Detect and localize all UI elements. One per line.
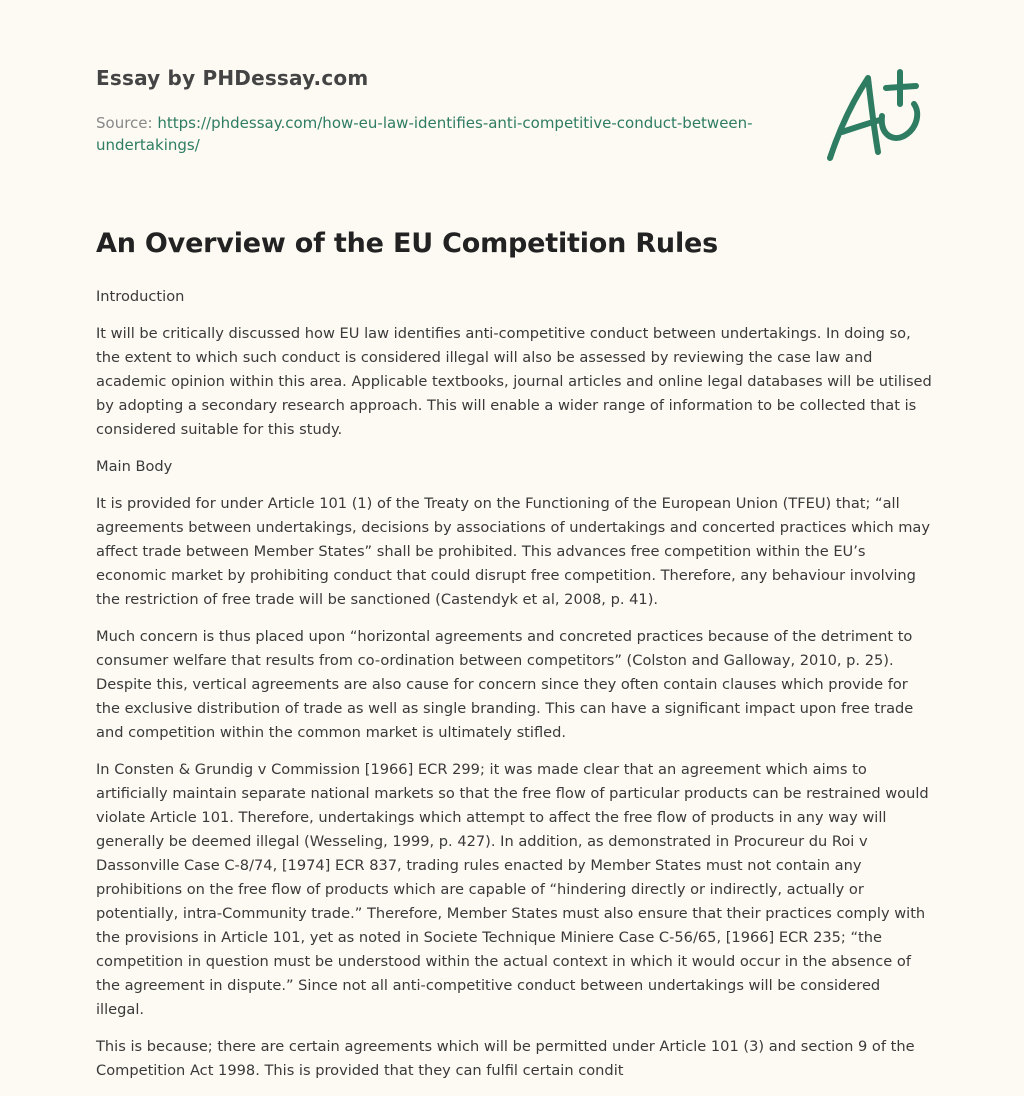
paragraph: In Consten & Grundig v Commission [1966] ECR 299; it was made clear that an agreement which aims to artificially maintain separate national markets so that the free flow of particular products can be restrained would violate Article 101. Therefore, undertakings which attempt to affect the free flow of products in any way will generally be deemed illegal (Wesseling, 1999, p. 427). In addition, as demonstrated in Procureur du Roi v Dassonville Case C-8/74, [1974] ECR 837, trading rules enacted by Member States must not contain any prohibitions on the free flow of products which are capable of “hindering directly or indirectly, actually or potentially, intra-Community trade.” Therefore, Member States must also ensure that their practices comply with the provisions in Article 101, yet as noted in Societe Technique Miniere Case C-56/65, [1966] ECR 235; “the competition in question must be understood within the actual context in which it would occur in the absence of the agreement in dispute.” Since not all anti-competitive conduct between undertakings will be considered illegal.	[96, 761, 929, 1018]
site-brand: Essay by PHDessay.com	[96, 66, 369, 90]
source-line	[96, 112, 776, 156]
paragraph: Much concern is thus placed upon “horizontal agreements and concreted practices because of the detriment to consumer welfare that results from co-ordination between competitors” (Colston and Galloway, 2010, p. 25). Despite this, vertical agreements are also cause for concern since they often contain clauses which provide for the exclusive distribution of trade as well as single branding. This can have a significant impact upon free trade and competition within the common market is ultimately stifled.	[96, 628, 914, 741]
article-body	[96, 285, 932, 1096]
source-label: Source:	[96, 114, 158, 132]
source-link[interactable]: https://phdessay.com/how-eu-law-identifies-anti-competitive-conduct-between-undertakings/	[96, 114, 753, 154]
article-title: An Overview of the EU Competition Rules	[96, 228, 718, 259]
paragraph: It is provided for under Article 101 (1) of the Treaty on the Functioning of the European Union (TFEU) that; “all agreements between undertakings, decisions by associations of undertakings and concerted practices which may affect trade between Member States” shall be prohibited. This advances free competition within the EU’s economic market by prohibiting conduct that could disrupt free competition. Therefore, any behaviour involving the restriction of free trade will be sanctioned (Castendyk et al, 2008, p. 41).	[96, 495, 931, 608]
paragraph: This is because; there are certain agreements which will be permitted under Article 101 (3) and section 9 of the Competition Act 1998. This is provided that they can fulfil certain condit	[96, 1038, 915, 1079]
section-heading-main-body: Main Body	[96, 458, 173, 475]
paragraph: It will be critically discussed how EU law identifies anti-competitive conduct between undertakings. In doing so, the extent to which such conduct is considered illegal will also be assessed by reviewing the case law and academic opinion within this area. Applicable textbooks, journal articles and online legal databases will be utilised by adopting a secondary research approach. This will enable a wider range of information to be collected that is considered suitable for this study.	[96, 325, 932, 438]
a-plus-logo-icon	[816, 66, 926, 166]
section-heading-introduction: Introduction	[96, 288, 185, 305]
